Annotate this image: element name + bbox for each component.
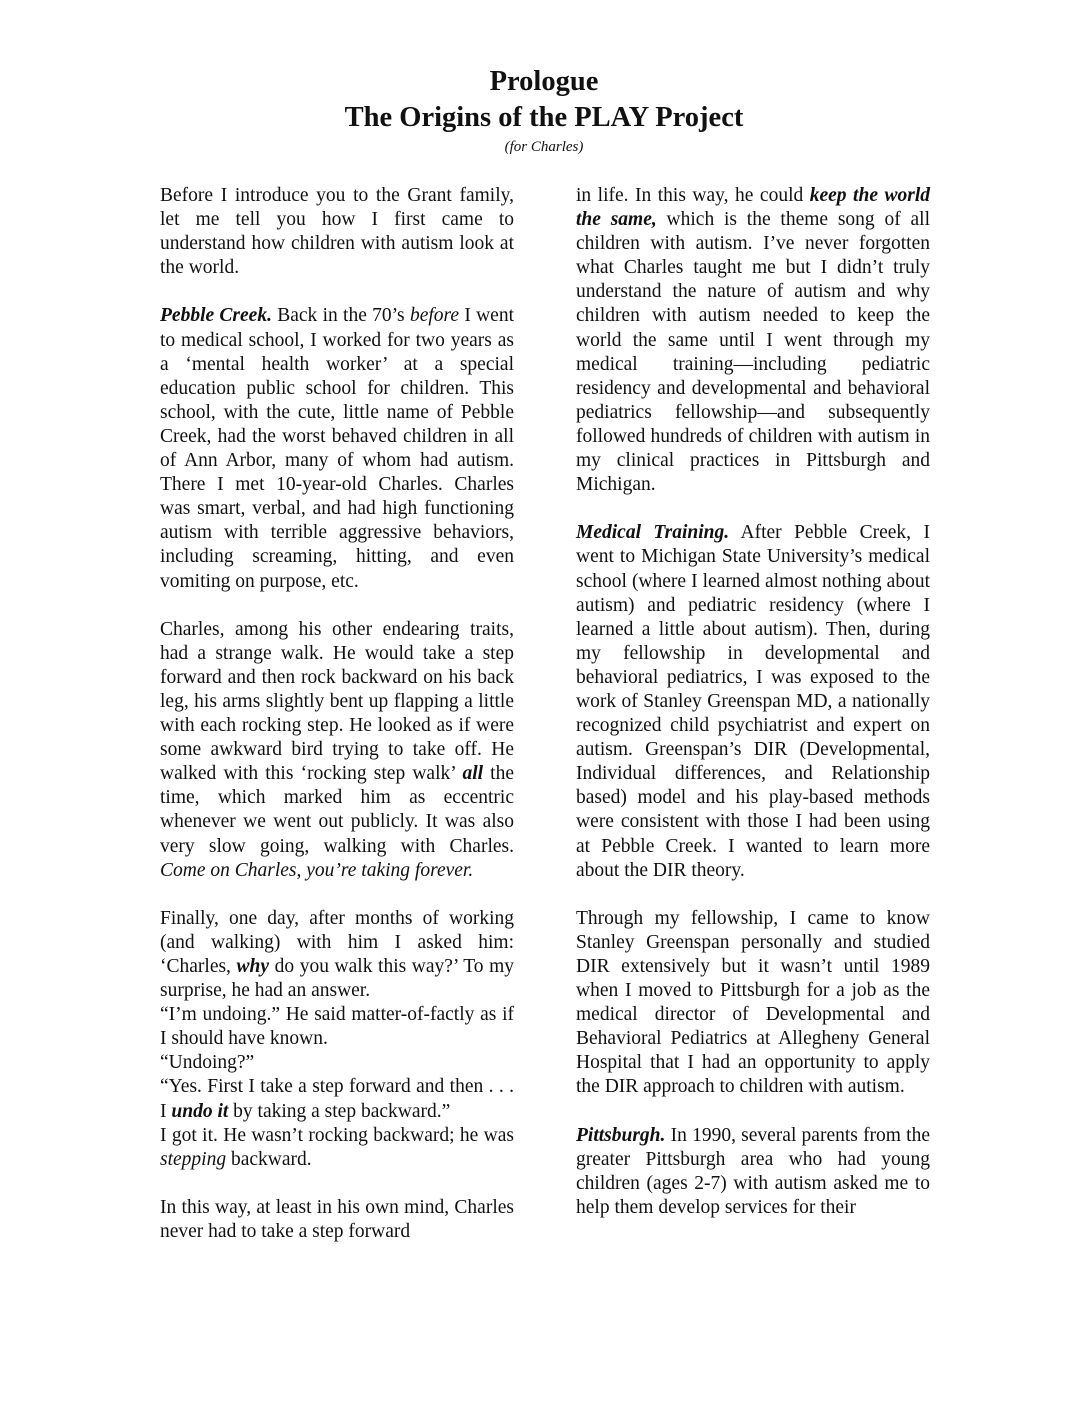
dialogue-line: “Undoing?” — [160, 1052, 255, 1074]
paragraph: Before I introduce you to the Grant family, let me tell you how I first came to understand how children with autism look at the world. — [160, 185, 514, 279]
emphasis: all — [462, 763, 484, 785]
dialogue-line: “I’m undoing.” He said matter-of-factly as if I should have known. — [160, 1004, 514, 1050]
text-run: Back in the 70’s — [271, 305, 410, 327]
paragraph — [160, 618, 514, 883]
emphasis: before — [409, 305, 460, 327]
dedication: (for Charles) — [504, 139, 584, 155]
paragraph — [576, 184, 930, 497]
text-run: backward. — [226, 1148, 312, 1170]
page-header — [0, 64, 1088, 157]
chapter-subtitle-title: The Origins of the PLAY Project — [344, 102, 744, 133]
chapter-title: Prologue — [489, 66, 599, 97]
emphasis: keep the world the same, — [576, 185, 930, 231]
text-run: I went to medical school, I worked for two years as a ‘mental health worker’ at a special education public school for children. This school, with the cute, little name of Pebble Creek, had the worst behaved children in all of Ann Arbor, many of whom had autism. There I met 10-year-old Charles. Charles was smart, verbal, and had high functioning autism with terrible aggressive behaviors, including screaming, hitting, and even vomiting on purpose, etc. — [160, 305, 514, 592]
section-lead: Pebble Creek. — [160, 305, 272, 327]
text-run: in life. In this way, he could — [576, 185, 810, 206]
text-run: do you walk this way?’ To my surprise, he had an answer. — [160, 956, 515, 1002]
emphasis: why — [236, 956, 270, 977]
text-run: Charles, among his other endearing traits, had a strange walk. He would take a step forward and then rock backward on his back leg, his arms slightly bent up flapping a little with each rocking step. He looked as if were some awkward bird trying to take off. He walked with this ‘rocking step walk’ — [160, 618, 514, 785]
paragraph — [160, 907, 514, 1003]
text-run: which is the theme song of all children with autism. I’ve never forgotten what Charles taught me but I didn’t truly understand the nature of autism and why children with autism needed to keep the world the same until I went through my medical training—including pediatric residency and developmental and behavioral pediatrics fellowship—and subsequently followed hundreds of children with autism in my clinical practices in Pittsburgh and Michigan. — [576, 209, 930, 496]
text-run: After Pebble Creek, I went to Michigan State University’s medical school (where I learned almost nothing about autism) and pediatric residency (where I learned a little about autism). Then, during my fellowship in developmental and behavioral pediatrics, I was exposed to the work of Stanley Greenspan MD, a nationally recognized child psychiatrist and expert on autism. Greenspan’s DIR (Developmental, Individual differences, and Relationship based) model and his play-based methods were consistent with those I had been using at Pebble Creek. I wanted to learn more about the DIR theory. — [576, 522, 930, 881]
dialogue-line — [160, 1124, 514, 1172]
text-run: I got it. He wasn’t rocking backward; he was — [160, 1124, 514, 1146]
emphasis: undo it — [171, 1100, 229, 1122]
text-run: Finally, one day, after months of working (and walking) with him I asked him: ‘Charles, — [160, 907, 514, 977]
section-lead: Pittsburgh. — [576, 1124, 666, 1146]
dialogue-line — [160, 1075, 514, 1123]
text-run: In 1990, several parents from the greater Pittsburgh area who had young children (ages 2-7) with autism asked me to help them develop services for their — [576, 1124, 930, 1218]
paragraph — [576, 1124, 930, 1220]
text-run: the time, which marked him as eccentric whenever we went out publicly. It was also very slow going, walking with Charles. — [160, 763, 514, 857]
emphasis: Come on Charles, you’re taking forever. — [160, 859, 474, 881]
right-column — [576, 184, 930, 1244]
paragraph — [576, 521, 930, 882]
left-column — [160, 184, 514, 1268]
text-run: by taking a step backward.” — [228, 1100, 451, 1122]
section-lead: Medical Training. — [576, 522, 730, 544]
text-run: “Yes. First I take a step forward and then . . . I — [160, 1076, 514, 1122]
paragraph: In this way, at least in his own mind, Charles never had to take a step forward — [160, 1196, 514, 1243]
paragraph: Through my fellowship, I came to know Stanley Greenspan personally and studied DIR extensively but it wasn’t until 1989 when I moved to Pittsburgh for a job as the medical director of Developmental and Behavioral Pediatrics at Allegheny General Hospital that I had an opportunity to apply the DIR approach to children with autism. — [576, 907, 930, 1098]
paragraph — [160, 304, 514, 593]
emphasis: stepping — [160, 1148, 227, 1170]
